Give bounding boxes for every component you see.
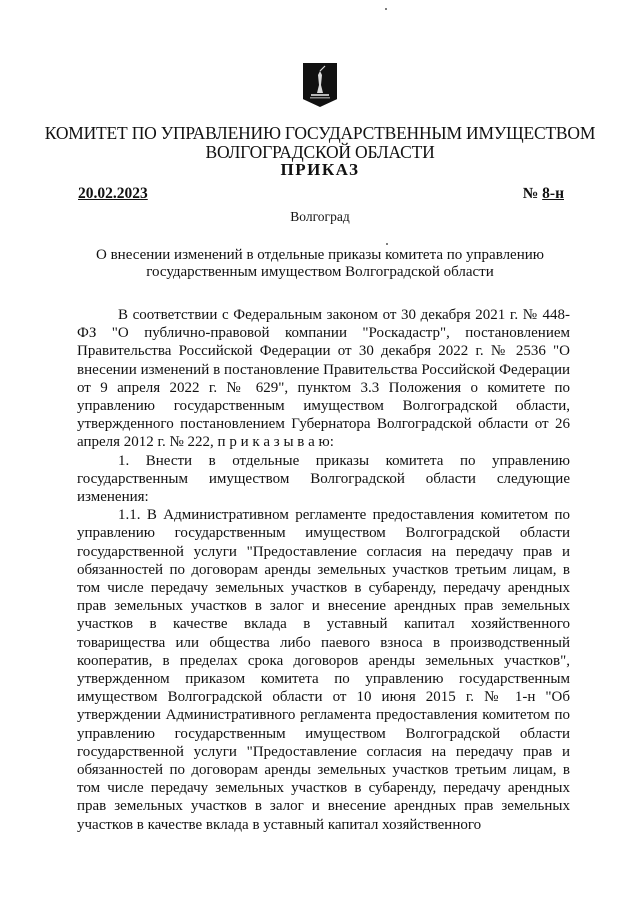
subject-line1: О внесении изменений в отдельные приказы комитета по управлению [96, 247, 544, 263]
scan-speck [385, 8, 387, 10]
organization-name-line2: ВОЛГОГРАДСКОЙ ОБЛАСТИ [205, 142, 435, 162]
number-prefix: № [522, 185, 539, 202]
document-date: 20.02.2023 [78, 185, 148, 202]
document-subject [60, 247, 580, 281]
scan-speck [386, 243, 388, 245]
body-paragraph-3: 1.1. В Административном регламенте предоставления комитетом по управлению государственным имуществом Волгоградской области государственной услуги "Предоставление согласия на передачу прав и обязанностей по договорам аренды земельных участков третьим лицам, в том числе передачу земельных участков в субаренду, передачу арендных прав земельных участков в залог и внесение арендных прав земельных участков в качестве вклада в уставный капитал хозяйственного товарищества или общества либо паевого взноса в производственный кооператив, в пределах срока договоров аренды земельных участков", утвержденном приказом комитета по управлению государственным имуществом Волгоградской области от 10 июня 2015 г. № 1-н "Об утверждении Административного регламента предоставления комитетом по управлению государственным имуществом Волгоградской области государственной услуги "Предоставление согласия на передачу прав и обязанностей по договорам аренды земельных участков третьим лицам, в том числе передачу земельных участков в субаренду, передачу арендных прав земельных участков в залог и внесение арендных прав земельных участков в качестве вклада в уставный капитал хозяйственного [77, 507, 570, 833]
subject-line2: государственным имуществом Волгоградской области [146, 264, 494, 280]
number-value: 8-н [542, 185, 564, 202]
body-paragraph-2: 1. Внести в отдельные приказы комитета по управлению государственным имуществом Волгоградской области следующие изменения: [77, 452, 570, 506]
document-body [77, 306, 570, 834]
document-number [523, 184, 564, 204]
document-type: ПРИКАЗ [280, 160, 360, 179]
body-paragraph-1: В соответствии с Федеральным законом от 30 декабря 2021 г. № 448-ФЗ "О публично-правовой компании "Роскадастр", постановлением Правительства Российской Федерации от 30 декабря 2022 г. № 2536 "О внесении изменений в постановление Правительства Российской Федерации от 9 апреля 2022 г. № 629", пунктом 3.3 Положения о комитете по управлению государственным имуществом Волгоградской области, утвержденного постановлением Губернатора Волгоградской области от 26 апреля 2012 г. № 222, п р и к а з ы в а ю: [77, 307, 570, 451]
volgograd-coat-of-arms-icon [303, 63, 337, 107]
organization-name-line1: КОМИТЕТ ПО УПРАВЛЕНИЮ ГОСУДАРСТВЕННЫМ ИМУЩЕСТВОМ [44, 123, 596, 143]
document-city: Волгоград [290, 209, 350, 224]
